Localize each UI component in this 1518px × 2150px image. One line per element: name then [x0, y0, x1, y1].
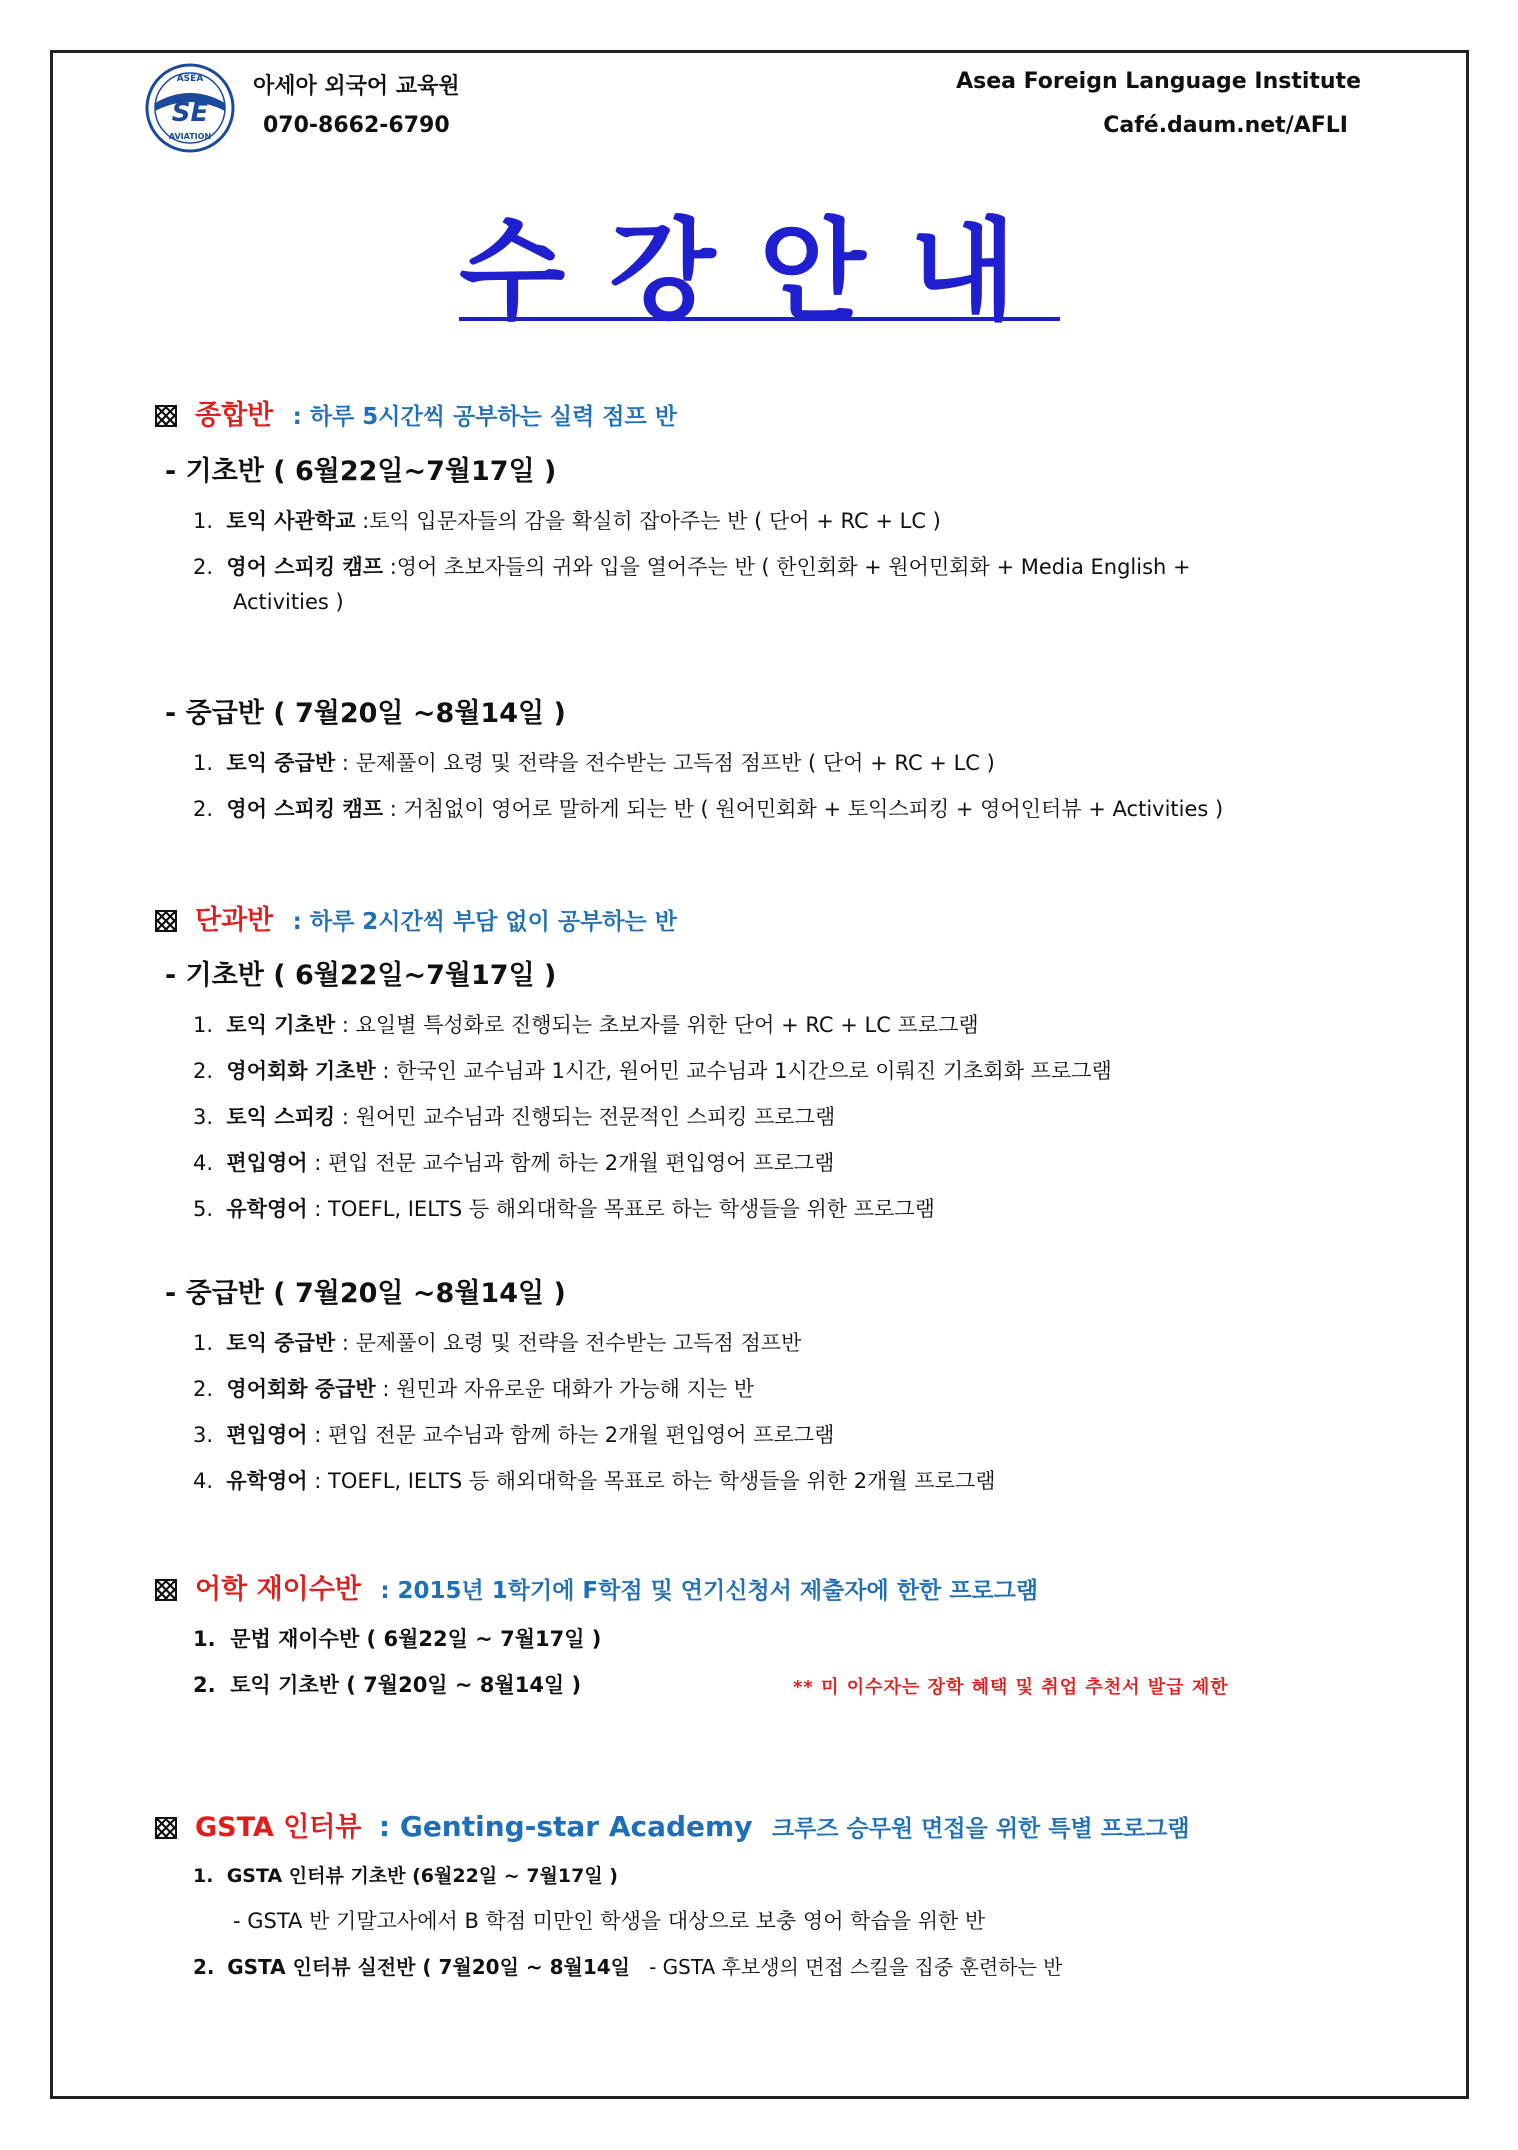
section-desc: : Genting-star Academy: [378, 1810, 753, 1843]
subsection-heading: - 중급반 ( 7월20일 ~8월14일 ): [165, 1278, 566, 1309]
list-item: 4. 편입영어 : 편입 전문 교수님과 함께 하는 2개월 편입영어 프로그램: [193, 1151, 835, 1175]
org-name-english: Asea Foreign Language Institute: [956, 69, 1361, 94]
list-item: 1. 문법 재이수반 ( 6월22일 ~ 7월17일 ): [193, 1627, 602, 1651]
section-language-retake: [155, 1567, 1038, 1606]
section-desc-extra: 크루즈 승무원 면접을 위한 특별 프로그램: [771, 1816, 1190, 1842]
svg-text:AVIATION: AVIATION: [168, 132, 212, 141]
list-item: 4. 유학영어 : TOEFL, IELTS 등 해외대학을 목표로 하는 학생들을 위한 2개월 프로그램: [193, 1469, 996, 1493]
checkbox-icon: [155, 1579, 177, 1601]
warning-note: ** 미 이수자는 장학 혜택 및 취업 추천서 발급 제한: [793, 1677, 1229, 1698]
checkbox-icon: [155, 405, 177, 427]
list-item: 5. 유학영어 : TOEFL, IELTS 등 해외대학을 목표로 하는 학생들을 위한 프로그램: [193, 1197, 935, 1221]
org-name-korean: 아세아 외국어 교육원: [253, 74, 460, 99]
section-name: GSTA 인터뷰: [195, 1812, 362, 1843]
svg-text:ASEA: ASEA: [176, 74, 204, 84]
page-title: 수강안내: [458, 207, 1061, 335]
section-gsta-interview: [155, 1805, 1190, 1844]
list-item: 2. 토익 기초반 ( 7월20일 ~ 8월14일 ): [193, 1673, 582, 1697]
cafe-url: Café.daum.net/AFLI: [1103, 113, 1348, 138]
institute-logo: [145, 63, 235, 153]
list-item: 2. GSTA 인터뷰 실전반 ( 7월20일 ~ 8월14일 - GSTA 후보생의 면접 스킬을 집중 훈련하는 반: [193, 1955, 1063, 1979]
list-item-description: - GSTA 반 기말고사에서 B 학점 미만인 학생을 대상으로 보충 영어 학습을 위한 반: [233, 1909, 986, 1933]
list-item-continuation: Activities ): [233, 590, 344, 614]
list-item: 3. 편입영어 : 편입 전문 교수님과 함께 하는 2개월 편입영어 프로그램: [193, 1423, 835, 1447]
section-desc: : 하루 2시간씩 부담 없이 공부하는 반: [292, 909, 677, 935]
phone-number: 070-8662-6790: [263, 113, 450, 138]
section-name: 종합반: [195, 400, 274, 431]
subsection-heading: - 중급반 ( 7월20일 ~8월14일 ): [165, 698, 566, 729]
list-item: 1. 토익 중급반 : 문제풀이 요령 및 전략을 전수받는 고득점 점프반 ( 단어 + RC + LC ): [193, 751, 995, 775]
list-item: 1. 토익 사관학교 :토익 입문자들의 감을 확실히 잡아주는 반 ( 단어 + RC + LC ): [193, 509, 941, 533]
section-comprehensive: [155, 393, 677, 432]
subsection-heading: - 기초반 ( 6월22일~7월17일 ): [165, 960, 557, 991]
section-desc: : 2015년 1학기에 F학점 및 연기신청서 제출자에 한한 프로그램: [380, 1578, 1039, 1604]
list-item: 1. 토익 중급반 : 문제풀이 요령 및 전략을 전수받는 고득점 점프반: [193, 1331, 802, 1355]
list-item: 1. 토익 기초반 : 요일별 특성화로 진행되는 초보자를 위한 단어 + RC + LC 프로그램: [193, 1013, 979, 1037]
section-desc: : 하루 5시간씩 공부하는 실력 점프 반: [292, 404, 677, 430]
checkbox-icon: [155, 910, 177, 932]
section-name: 어학 재이수반: [195, 1574, 361, 1605]
list-item: 2. 영어회화 기초반 : 한국인 교수님과 1시간, 원어민 교수님과 1시간으로 이뤄진 기초회화 프로그램: [193, 1059, 1112, 1083]
checkbox-icon: [155, 1817, 177, 1839]
list-item: 1. GSTA 인터뷰 기초반 (6월22일 ~ 7월17일 ): [193, 1865, 618, 1887]
list-item: 2. 영어 스피킹 캠프 :영어 초보자들의 귀와 입을 열어주는 반 ( 한인회화 + 원어민회화 + Media English +: [193, 555, 1191, 579]
list-item: 2. 영어 스피킹 캠프 : 거침없이 영어로 말하게 되는 반 ( 원어민회화 + 토익스피킹 + 영어인터뷰 + Activities ): [193, 797, 1224, 821]
list-item: 2. 영어회화 중급반 : 원민과 자유로운 대화가 가능해 지는 반: [193, 1377, 755, 1401]
svg-text:SE: SE: [171, 98, 209, 128]
section-name: 단과반: [195, 905, 274, 936]
list-item: 3. 토익 스피킹 : 원어민 교수님과 진행되는 전문적인 스피킹 프로그램: [193, 1105, 836, 1129]
page-frame: [50, 50, 1469, 2099]
section-single-subject: [155, 898, 677, 937]
subsection-heading: - 기초반 ( 6월22일~7월17일 ): [165, 456, 557, 487]
